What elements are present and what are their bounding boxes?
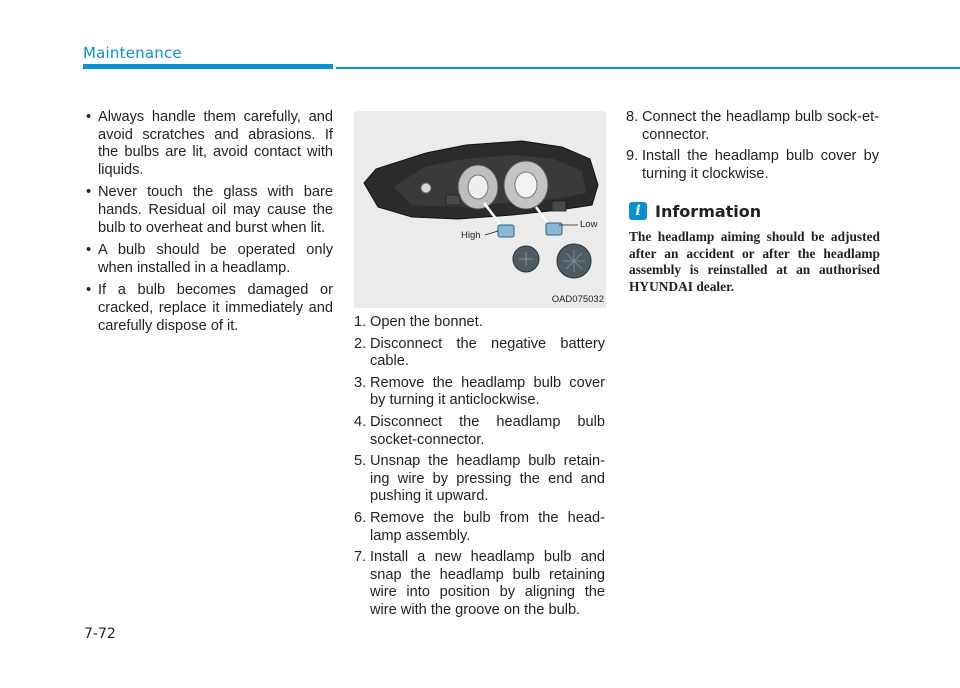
step-number: 6. — [354, 509, 367, 526]
step-number: 8. — [626, 109, 639, 125]
header-rule-thick — [83, 64, 333, 69]
step-item — [354, 510, 605, 545]
procedure-steps-a — [354, 314, 605, 620]
step-number: 7. — [354, 549, 367, 566]
procedure-steps-b — [626, 109, 879, 183]
label-low: Low — [580, 219, 598, 230]
information-title: Information — [655, 201, 762, 221]
step-text: Disconnect the negative battery cable. — [370, 335, 605, 370]
step-number: 4. — [354, 413, 367, 430]
step-text: Remove the bulb from the head-lamp assembly. — [370, 509, 605, 544]
step-text: Unsnap the headlamp bulb retain-ing wire by pressing the end and pushing it upward. — [370, 453, 605, 505]
step-item — [354, 549, 605, 619]
caution-bullet-list — [84, 109, 333, 335]
step-item — [354, 453, 605, 506]
section-title: Maintenance — [83, 44, 182, 62]
header-rule-thin — [336, 67, 960, 69]
headlamp-illustration — [354, 111, 606, 308]
label-high: High — [461, 230, 481, 241]
info-icon: i — [629, 202, 647, 220]
step-text: Install the headlamp bulb cover by turning it clockwise. — [642, 148, 879, 182]
bullet-item: • If a bulb becomes damaged or cracked, replace it immediately and carefully dispose of it. — [84, 282, 333, 335]
left-column — [84, 109, 333, 340]
step-number: 1. — [354, 314, 367, 330]
step-item — [354, 375, 605, 410]
step-item — [626, 109, 879, 144]
step-text: Connect the headlamp bulb sock-et-connector. — [642, 109, 879, 143]
bullet-item: • Never touch the glass with bare hands. Residual oil may cause the bulb to overheat and burst when lit. — [84, 184, 333, 237]
step-item — [626, 148, 879, 183]
figure-code: OAD075032 — [551, 294, 604, 305]
step-text: Remove the headlamp bulb cover by turning it anticlockwise. — [370, 374, 605, 409]
bullet-item: • A bulb should be operated only when installed in a headlamp. — [84, 242, 333, 277]
step-number: 9. — [626, 148, 639, 165]
step-item — [354, 314, 605, 332]
information-header — [629, 200, 761, 222]
middle-column — [354, 314, 605, 624]
right-column — [626, 109, 879, 187]
step-number: 3. — [354, 374, 367, 391]
information-body: The headlamp aiming should be adjusted after an accident or after the headlamp assembly is reinstalled at an authorised HYUNDAI dealer. — [629, 229, 880, 294]
step-number: 2. — [354, 335, 367, 352]
bullet-item: • Always handle them carefully, and avoid scratches and abrasions. If the bulbs are lit, avoid contact with liquids. — [84, 109, 333, 179]
step-text: Install a new headlamp bulb and snap the headlamp bulb retaining wire into position by aligning the wire with the groove on the bulb. — [370, 549, 605, 618]
step-text: Disconnect the headlamp bulb socket-connector. — [370, 413, 605, 448]
step-item — [354, 414, 605, 449]
headlamp-figure — [354, 111, 606, 308]
step-number: 5. — [354, 453, 367, 470]
step-text: Open the bonnet. — [370, 314, 483, 330]
step-item — [354, 336, 605, 371]
page-number: 7-72 — [84, 626, 116, 642]
